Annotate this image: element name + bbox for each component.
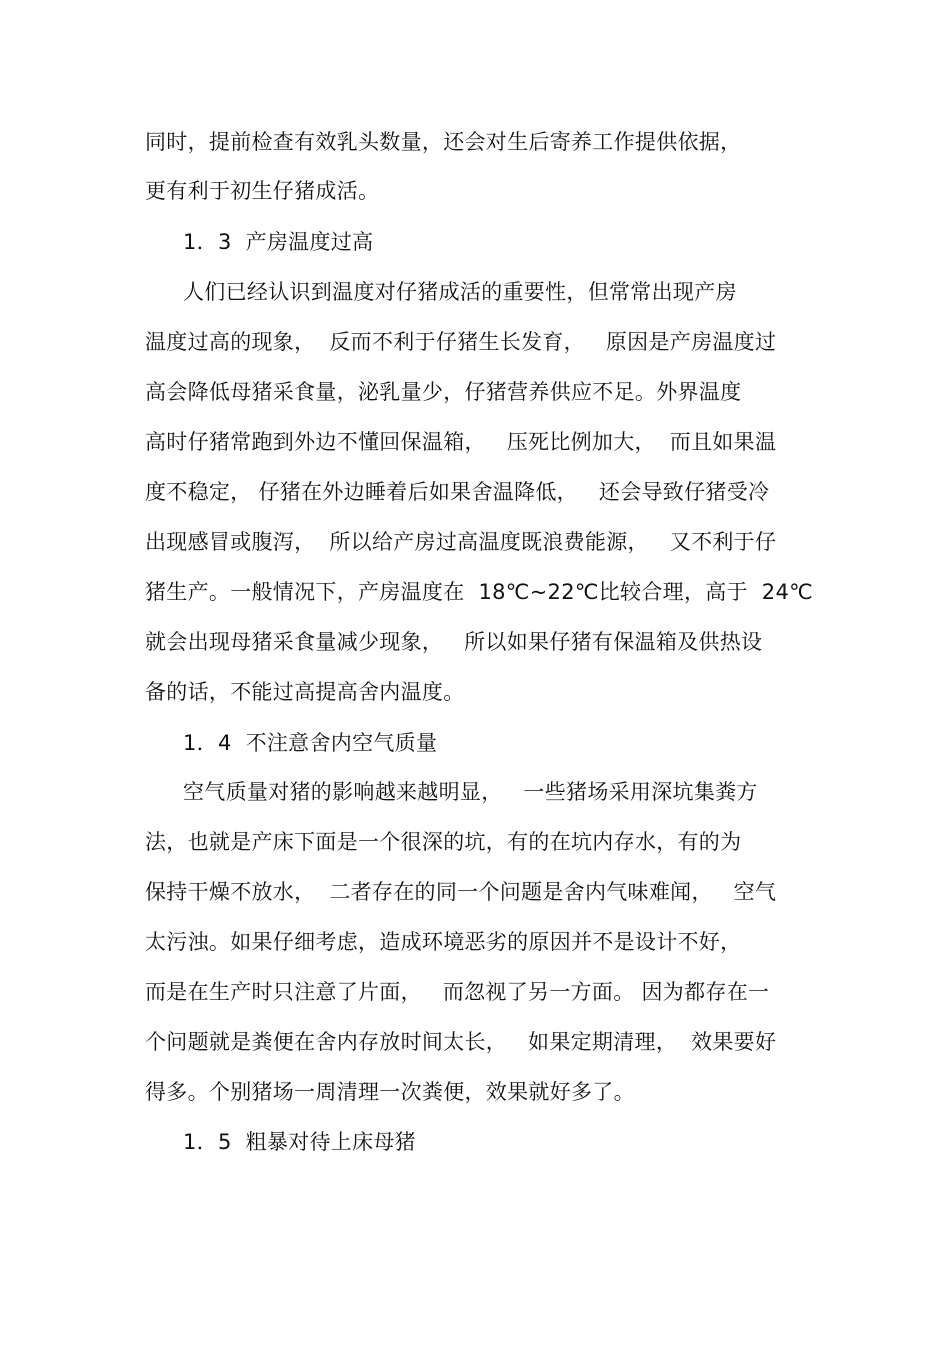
- text-line: 温度过高的现象， 反而不利于仔猪生长发育， 原因是产房温度过: [145, 330, 777, 354]
- text-line: 出现感冒或腹泻， 所以给产房过高温度既浪费能源， 又不利于仔: [145, 530, 777, 554]
- text-line: 猪生产。一般情况下，产房温度在 18℃~22℃比较合理，高于 24℃: [145, 580, 814, 604]
- text-line: 就会出现母猪采食量减少现象， 所以如果仔猪有保温箱及供热设: [145, 630, 763, 654]
- text-line: 太污浊。如果仔细考虑，造成环境恶劣的原因并不是设计不好，: [145, 930, 742, 954]
- section-heading-1-4: 1．4 不注意舍内空气质量: [183, 731, 438, 755]
- text-line: 保持干燥不放水， 二者存在的同一个问题是舍内气味难闻， 空气: [145, 880, 777, 904]
- text-line: 更有利于初生仔猪成活。: [145, 179, 380, 203]
- text-line: 个问题就是粪便在舍内存放时间太长， 如果定期清理， 效果要好: [145, 1030, 777, 1054]
- text-line: 同时，提前检查有效乳头数量，还会对生后寄养工作提供依据，: [145, 130, 742, 154]
- text-line: 法，也就是产床下面是一个很深的坑，有的在坑内存水，有的为: [145, 830, 742, 854]
- text-line: 高会降低母猪采食量，泌乳量少，仔猪营养供应不足。外界温度: [145, 380, 742, 404]
- text-line: 得多。个别猪场一周清理一次粪便，效果就好多了。: [145, 1080, 635, 1104]
- section-heading-1-5: 1．5 粗暴对待上床母猪: [183, 1130, 416, 1154]
- paragraph-start: 空气质量对猪的影响越来越明显， 一些猪场采用深坑集粪方: [183, 780, 758, 804]
- text-line: 度不稳定， 仔猪在外边睡着后如果舍温降低， 还会导致仔猪受冷: [145, 480, 770, 504]
- paragraph-start: 人们已经认识到温度对仔猪成活的重要性，但常常出现产房: [183, 280, 737, 304]
- text-line: 备的话，不能过高提高舍内温度。: [145, 680, 465, 704]
- text-line: 而是在生产时只注意了片面， 而忽视了另一方面。 因为都存在一: [145, 980, 770, 1004]
- text-line: 高时仔猪常跑到外边不懂回保温箱， 压死比例加大， 而且如果温: [145, 430, 777, 454]
- section-heading-1-3: 1．3 产房温度过高: [183, 230, 374, 254]
